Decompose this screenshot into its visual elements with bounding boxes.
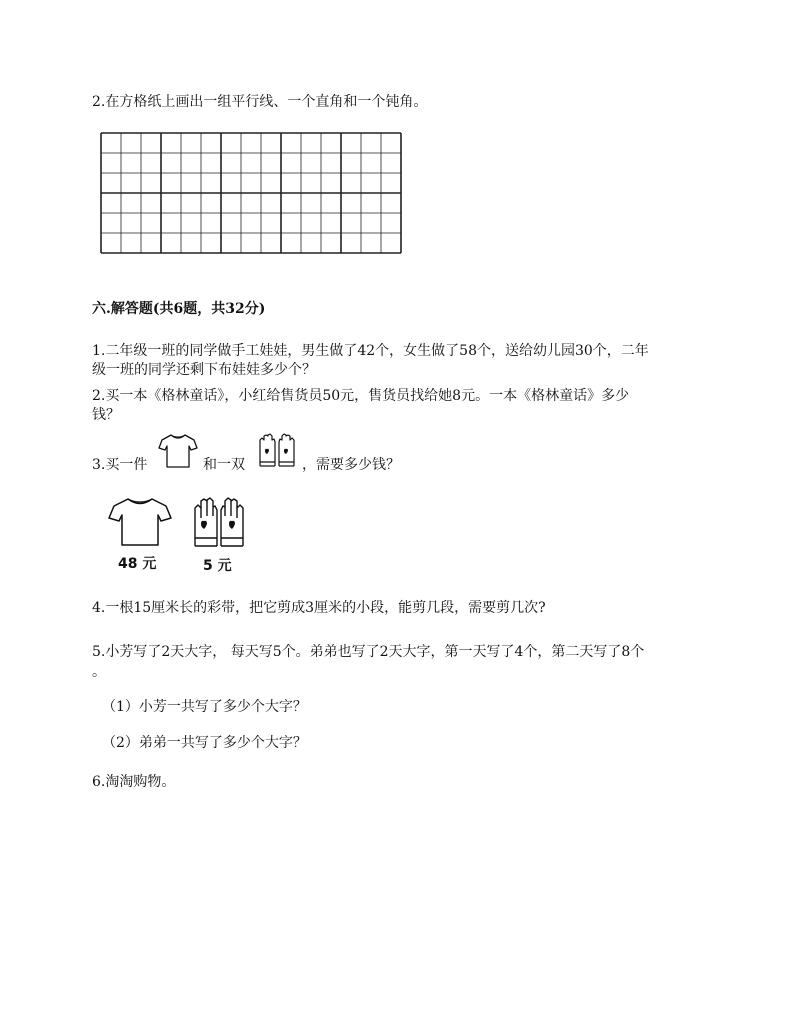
grid-question-text: 2.在方格纸上画出一组平行线、一个直角和一个钝角。 [92,94,428,110]
q5-sub1: （1）小芳一共写了多少个大字？ [102,699,307,715]
q3-text-part1: 3.买一件 [92,457,148,473]
q3-text-part2: 和一双 [203,457,245,473]
q5-sub2: （2）弟弟一共写了多少个大字？ [102,735,307,751]
q3-text-part3: ，需要多少钱？ [302,457,400,473]
gloves-icon [257,432,297,470]
q5-text-line1: 5.小芳写了2天大字， 每天写5个。弟弟也写了2天大字，第一天写了4个，第二天写了8个 [92,644,645,660]
shirt-price: 48 元 [118,556,157,572]
section-title: 六.解答题(共6题，共32分) [92,301,266,317]
tshirt-icon [158,432,198,470]
gloves-price: 5 元 [203,558,232,574]
q4-text: 4.一根15厘米长的彩带，把它剪成3厘米的小段，能剪几段，需要剪几次? [92,600,546,616]
q5-text-line2: 。 [92,664,106,680]
tshirt-figure-icon [108,496,172,548]
q1-text-line2: 级一班的同学还剩下布娃娃多少个？ [92,362,316,378]
gloves-figure-icon [191,496,247,552]
q1-text-line1: 1.二年级一班的同学做手工娃娃，男生做了42个，女生做了58个，送给幼儿园30个，二年 [92,343,649,359]
q2-text-line1: 2.买一本《格林童话》，小红给售货员50元，售货员找给她8元。一本《格林童话》多少 [92,388,630,404]
grid-paper[interactable] [100,132,402,254]
q6-text: 6.淘淘购物。 [92,774,176,790]
q2-text-line2: 钱？ [92,407,120,423]
